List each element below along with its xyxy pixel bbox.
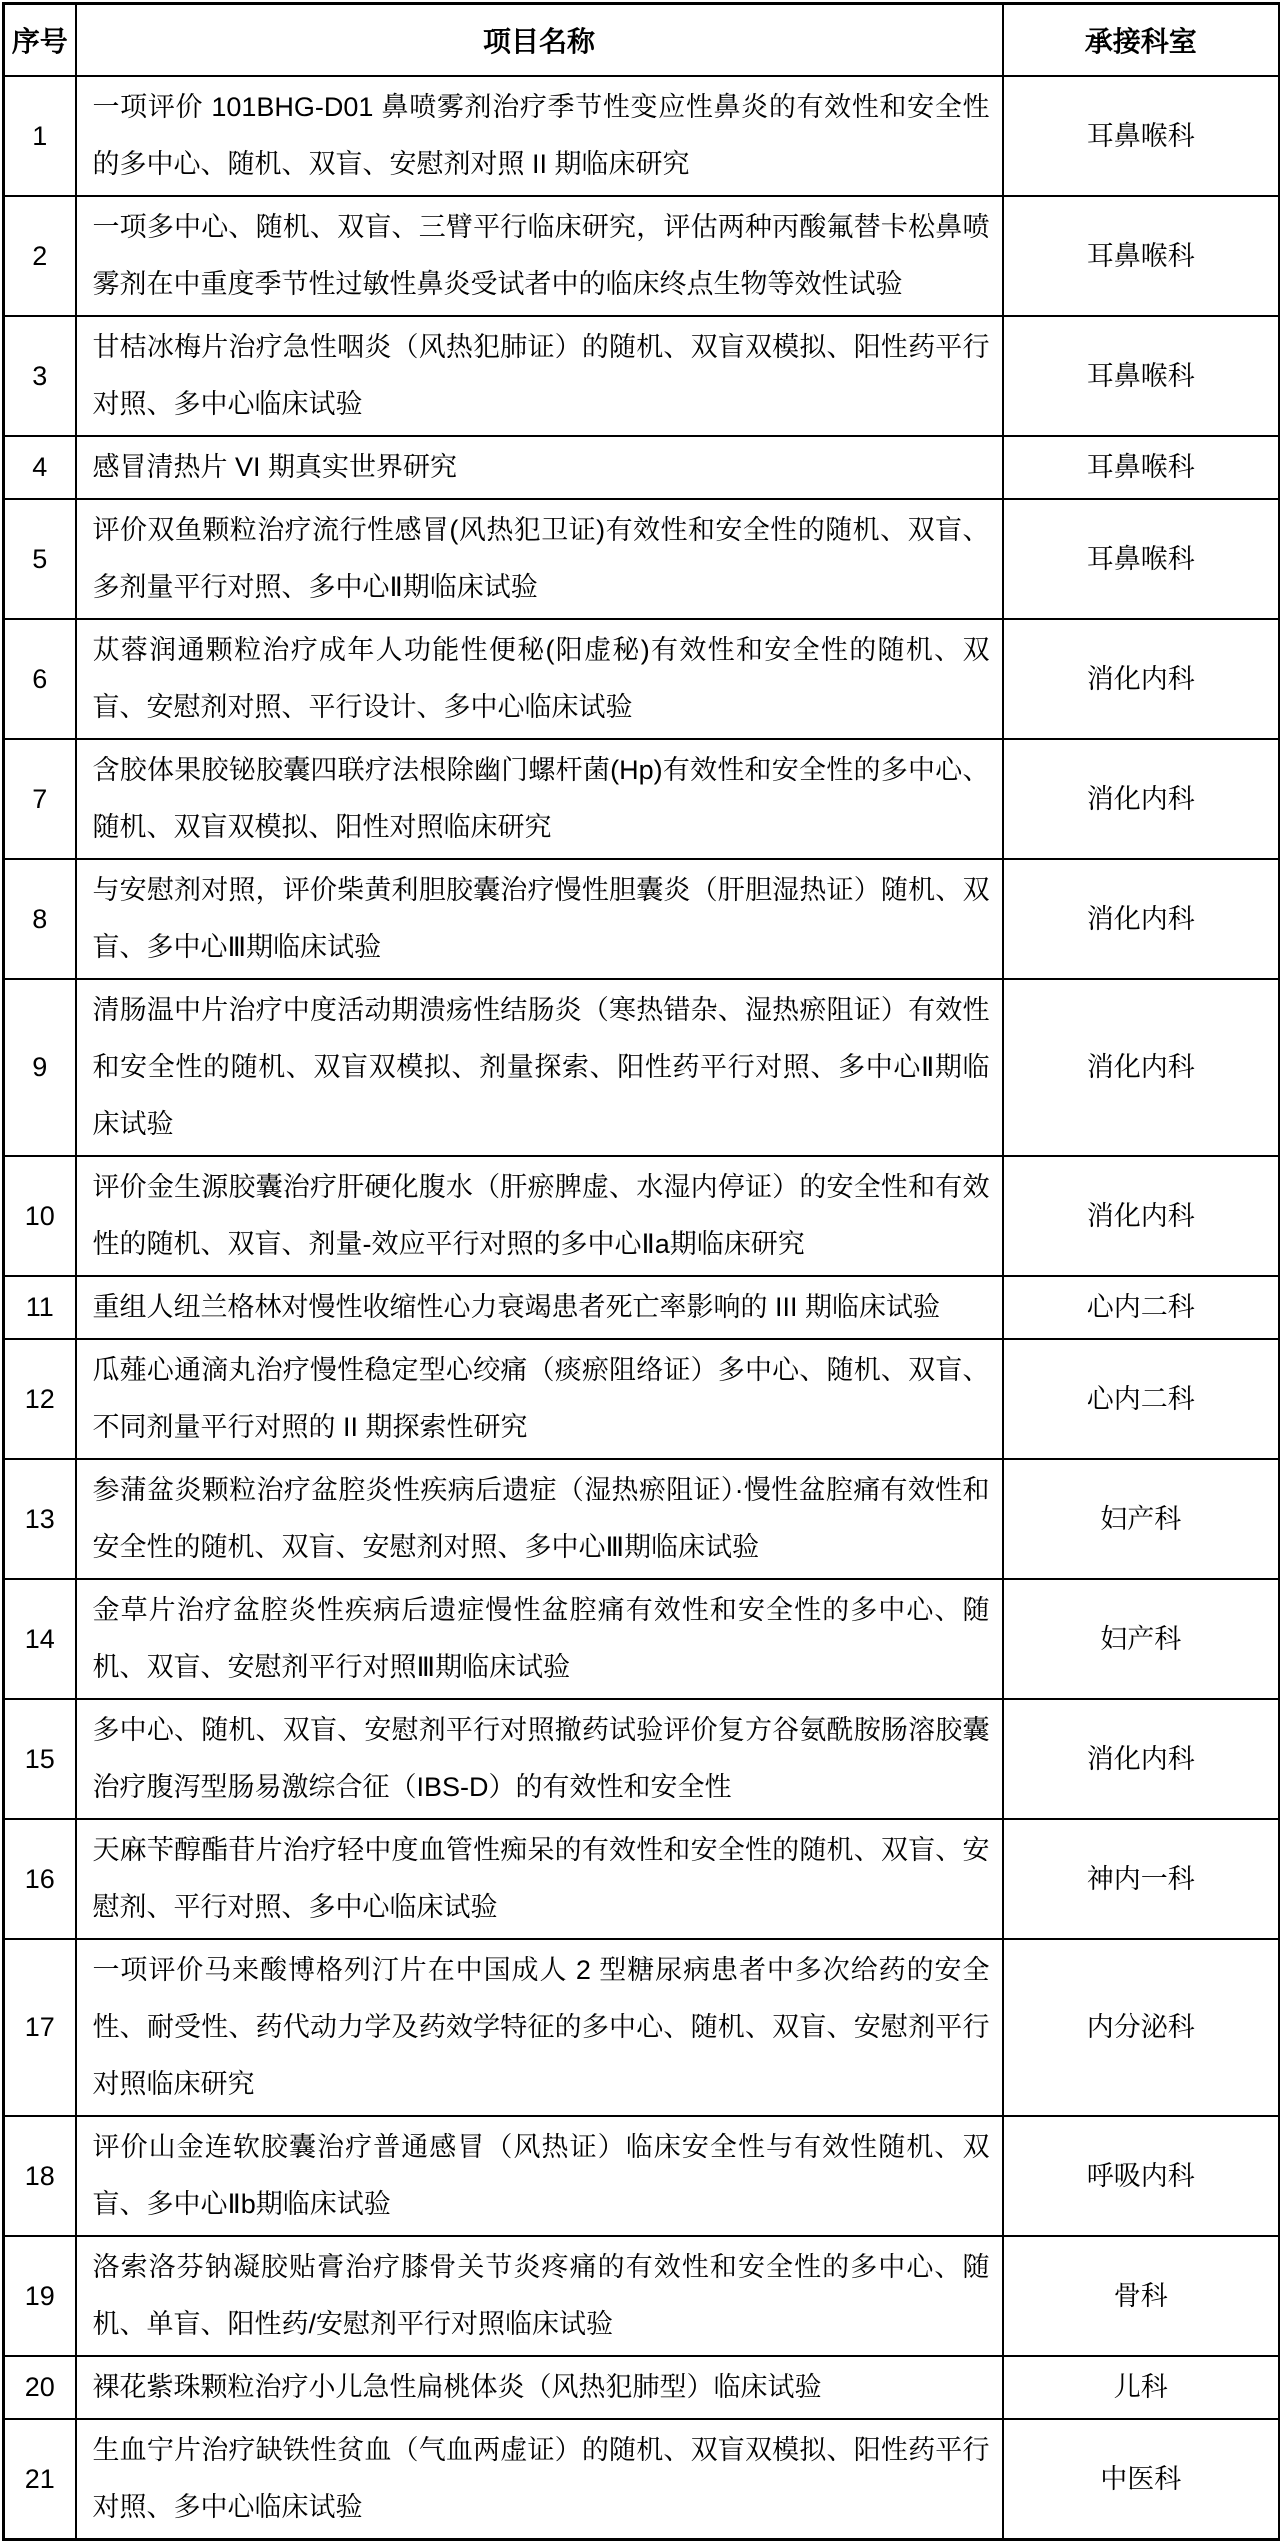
table-body [4, 76, 1280, 2540]
table-row [4, 1819, 1280, 1939]
department-cell: 消化内科 [1003, 859, 1280, 979]
project-name-cell: 一项多中心、随机、双盲、三臂平行临床研究，评估两种丙酸氟替卡松鼻喷雾剂在中重度季节性过敏性鼻炎受试者中的临床终点生物等效性试验 [76, 196, 1003, 316]
project-name-cell: 苁蓉润通颗粒治疗成年人功能性便秘(阳虚秘)有效性和安全性的随机、双盲、安慰剂对照、平行设计、多中心临床试验 [76, 619, 1003, 739]
table-row [4, 316, 1280, 436]
row-number-cell: 16 [4, 1819, 76, 1939]
project-name-cell: 一项评价马来酸博格列汀片在中国成人 2 型糖尿病患者中多次给药的安全性、耐受性、药代动力学及药效学特征的多中心、随机、双盲、安慰剂平行对照临床研究 [76, 1939, 1003, 2116]
department-cell: 心内二科 [1003, 1276, 1280, 1339]
table-row [4, 1579, 1280, 1699]
project-name-header-cell: 项目名称 [76, 4, 1003, 77]
department-cell: 妇产科 [1003, 1579, 1280, 1699]
department-cell: 消化内科 [1003, 979, 1280, 1156]
project-name-cell: 裸花紫珠颗粒治疗小儿急性扁桃体炎（风热犯肺型）临床试验 [76, 2356, 1003, 2419]
row-number-cell: 11 [4, 1276, 76, 1339]
project-name-cell: 参蒲盆炎颗粒治疗盆腔炎性疾病后遗症（湿热瘀阻证）·慢性盆腔痛有效性和安全性的随机、双盲、安慰剂对照、多中心Ⅲ期临床试验 [76, 1459, 1003, 1579]
table-row [4, 2419, 1280, 2540]
department-cell: 消化内科 [1003, 739, 1280, 859]
row-number-cell: 7 [4, 739, 76, 859]
project-name-cell: 与安慰剂对照，评价柴黄利胆胶囊治疗慢性胆囊炎（肝胆湿热证）随机、双盲、多中心Ⅲ期临床试验 [76, 859, 1003, 979]
table-row [4, 1156, 1280, 1276]
project-name-cell: 一项评价 101BHG-D01 鼻喷雾剂治疗季节性变应性鼻炎的有效性和安全性的多中心、随机、双盲、安慰剂对照 II 期临床研究 [76, 76, 1003, 196]
department-cell: 心内二科 [1003, 1339, 1280, 1459]
row-number-cell: 20 [4, 2356, 76, 2419]
project-name-cell: 评价山金连软胶囊治疗普通感冒（风热证）临床安全性与有效性随机、双盲、多中心Ⅱb期临床试验 [76, 2116, 1003, 2236]
row-number-cell: 4 [4, 436, 76, 499]
project-name-cell: 多中心、随机、双盲、安慰剂平行对照撤药试验评价复方谷氨酰胺肠溶胶囊治疗腹泻型肠易激综合征（IBS-D）的有效性和安全性 [76, 1699, 1003, 1819]
row-number-cell: 8 [4, 859, 76, 979]
project-name-cell: 甘桔冰梅片治疗急性咽炎（风热犯肺证）的随机、双盲双模拟、阳性药平行对照、多中心临床试验 [76, 316, 1003, 436]
row-number-cell: 10 [4, 1156, 76, 1276]
department-header-cell: 承接科室 [1003, 4, 1280, 77]
table-row [4, 1939, 1280, 2116]
department-cell: 耳鼻喉科 [1003, 436, 1280, 499]
table-row [4, 499, 1280, 619]
row-number-cell: 17 [4, 1939, 76, 2116]
department-cell: 呼吸内科 [1003, 2116, 1280, 2236]
row-number-cell: 12 [4, 1339, 76, 1459]
table-row [4, 2116, 1280, 2236]
row-number-cell: 5 [4, 499, 76, 619]
department-cell: 妇产科 [1003, 1459, 1280, 1579]
row-number-cell: 9 [4, 979, 76, 1156]
project-name-cell: 洛索洛芬钠凝胶贴膏治疗膝骨关节炎疼痛的有效性和安全性的多中心、随机、单盲、阳性药/安慰剂平行对照临床试验 [76, 2236, 1003, 2356]
project-name-cell: 瓜薤心通滴丸治疗慢性稳定型心绞痛（痰瘀阻络证）多中心、随机、双盲、不同剂量平行对照的 II 期探索性研究 [76, 1339, 1003, 1459]
table-row [4, 1339, 1280, 1459]
project-name-cell: 天麻苄醇酯苷片治疗轻中度血管性痴呆的有效性和安全性的随机、双盲、安慰剂、平行对照、多中心临床试验 [76, 1819, 1003, 1939]
clinical-projects-table [2, 2, 1280, 2541]
project-name-cell: 清肠温中片治疗中度活动期溃疡性结肠炎（寒热错杂、湿热瘀阻证）有效性和安全性的随机、双盲双模拟、剂量探索、阳性药平行对照、多中心Ⅱ期临床试验 [76, 979, 1003, 1156]
project-name-cell: 评价双鱼颗粒治疗流行性感冒(风热犯卫证)有效性和安全性的随机、双盲、多剂量平行对照、多中心Ⅱ期临床试验 [76, 499, 1003, 619]
row-number-cell: 2 [4, 196, 76, 316]
department-cell: 耳鼻喉科 [1003, 499, 1280, 619]
department-cell: 消化内科 [1003, 619, 1280, 739]
project-name-cell: 重组人纽兰格林对慢性收缩性心力衰竭患者死亡率影响的 III 期临床试验 [76, 1276, 1003, 1339]
department-cell: 中医科 [1003, 2419, 1280, 2540]
table-row [4, 1699, 1280, 1819]
department-cell: 消化内科 [1003, 1699, 1280, 1819]
row-number-cell: 15 [4, 1699, 76, 1819]
department-cell: 耳鼻喉科 [1003, 196, 1280, 316]
table-row [4, 859, 1280, 979]
table-row [4, 619, 1280, 739]
row-number-cell: 21 [4, 2419, 76, 2540]
department-cell: 内分泌科 [1003, 1939, 1280, 2116]
row-number-cell: 13 [4, 1459, 76, 1579]
row-number-cell: 18 [4, 2116, 76, 2236]
department-cell: 消化内科 [1003, 1156, 1280, 1276]
row-number-cell: 6 [4, 619, 76, 739]
table-row [4, 1459, 1280, 1579]
department-cell: 儿科 [1003, 2356, 1280, 2419]
row-number-cell: 14 [4, 1579, 76, 1699]
row-number-cell: 3 [4, 316, 76, 436]
department-cell: 耳鼻喉科 [1003, 76, 1280, 196]
table-row [4, 2356, 1280, 2419]
header-row [4, 4, 1280, 77]
project-name-cell: 含胶体果胶铋胶囊四联疗法根除幽门螺杆菌(Hp)有效性和安全性的多中心、随机、双盲双模拟、阳性对照临床研究 [76, 739, 1003, 859]
table-row [4, 1276, 1280, 1339]
department-cell: 神内一科 [1003, 1819, 1280, 1939]
table-row [4, 196, 1280, 316]
table-row [4, 76, 1280, 196]
project-name-cell: 金草片治疗盆腔炎性疾病后遗症慢性盆腔痛有效性和安全性的多中心、随机、双盲、安慰剂平行对照Ⅲ期临床试验 [76, 1579, 1003, 1699]
table-row [4, 2236, 1280, 2356]
department-cell: 耳鼻喉科 [1003, 316, 1280, 436]
table-row [4, 739, 1280, 859]
serial-header-cell: 序号 [4, 4, 76, 77]
table-row [4, 979, 1280, 1156]
row-number-cell: 1 [4, 76, 76, 196]
row-number-cell: 19 [4, 2236, 76, 2356]
table-header [4, 4, 1280, 77]
project-name-cell: 感冒清热片 VI 期真实世界研究 [76, 436, 1003, 499]
project-name-cell: 生血宁片治疗缺铁性贫血（气血两虚证）的随机、双盲双模拟、阳性药平行对照、多中心临床试验 [76, 2419, 1003, 2540]
project-name-cell: 评价金生源胶囊治疗肝硬化腹水（肝瘀脾虚、水湿内停证）的安全性和有效性的随机、双盲、剂量-效应平行对照的多中心Ⅱa期临床研究 [76, 1156, 1003, 1276]
department-cell: 骨科 [1003, 2236, 1280, 2356]
table-row [4, 436, 1280, 499]
